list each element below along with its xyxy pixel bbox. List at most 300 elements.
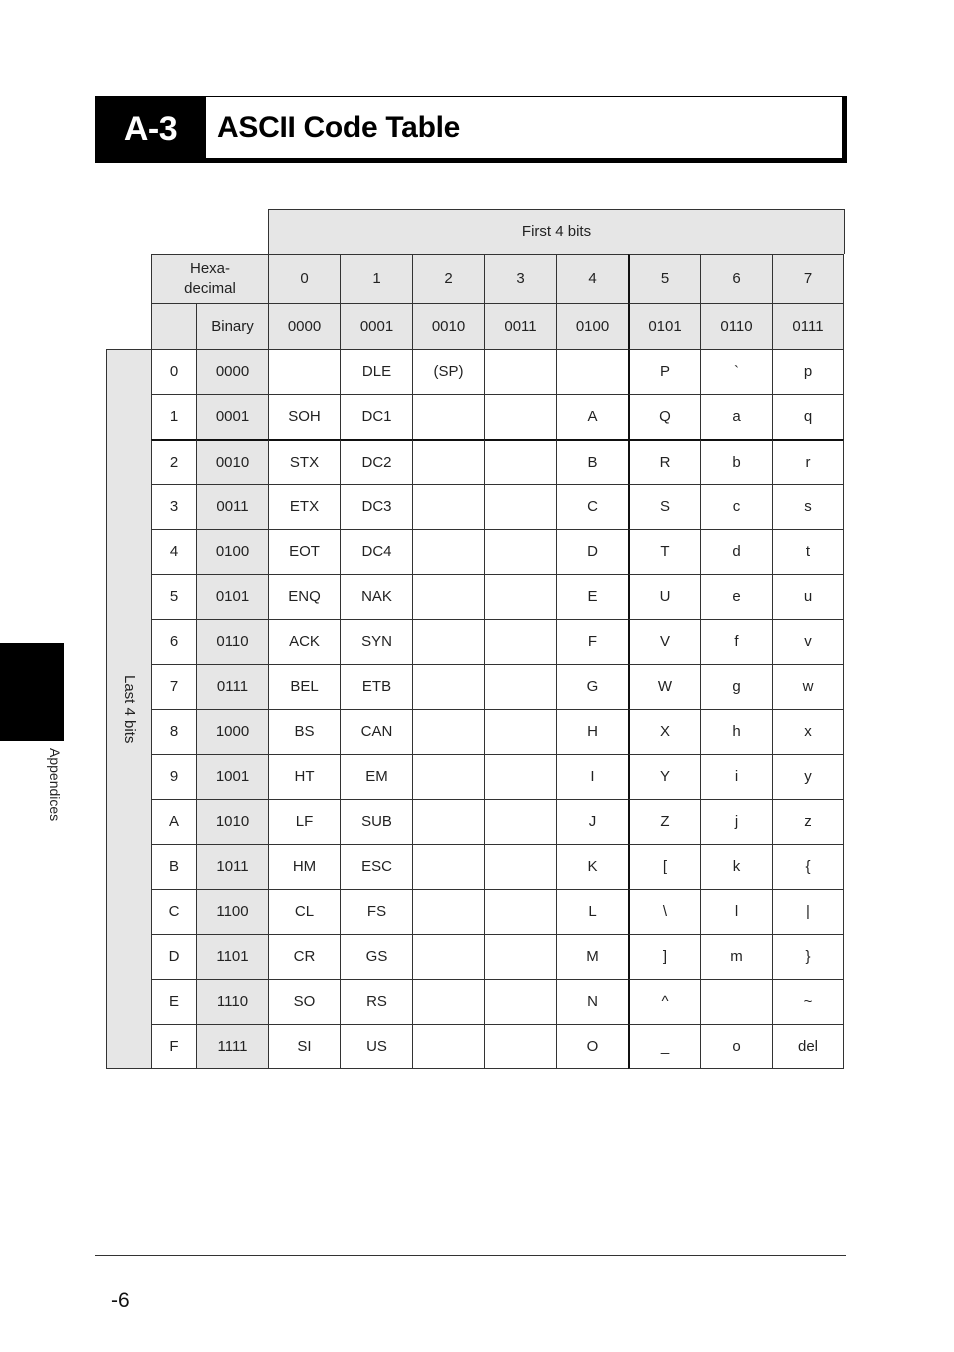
code-cell-text: DC2 [361, 453, 392, 471]
code-cell [412, 709, 484, 754]
col-hex-header [700, 254, 772, 303]
row-bin [196, 709, 268, 754]
code-cell [340, 394, 412, 439]
col-hex-header-text: 7 [803, 270, 813, 287]
code-cell-text: N [587, 993, 598, 1010]
code-cell-text: [ [662, 858, 668, 875]
header-corner-blank [151, 303, 196, 349]
row-hex-text: 9 [169, 768, 179, 785]
section-title-box [206, 96, 847, 163]
row-bin-text: 1101 [216, 948, 249, 965]
code-cell-text: a [732, 408, 741, 425]
code-cell-text: v [804, 633, 812, 650]
code-cell [556, 394, 628, 439]
side-tab-label: Appendices [47, 748, 63, 822]
row-hex-text: 8 [169, 723, 179, 740]
col-bin-header-text: 0111 [792, 317, 824, 335]
code-cell-text: Z [660, 813, 670, 830]
code-cell [340, 1024, 412, 1069]
code-cell-text: J [588, 813, 597, 830]
code-cell [484, 709, 556, 754]
code-cell [412, 889, 484, 934]
code-cell [772, 1024, 844, 1069]
code-cell [412, 979, 484, 1024]
col-hex-header-text: 2 [444, 270, 453, 287]
code-cell-text: u [803, 588, 813, 605]
row-hex-text: 1 [169, 408, 179, 425]
col-bin-header [340, 303, 412, 349]
code-cell [484, 574, 556, 619]
code-cell [412, 349, 484, 394]
code-cell [484, 754, 556, 799]
row-hex [151, 619, 196, 664]
row-bin-text: 1011 [216, 858, 249, 875]
code-cell [412, 484, 484, 529]
code-cell-text: L [588, 903, 597, 920]
row-hex [151, 574, 196, 619]
row-hex [151, 844, 196, 889]
row-hex-text: 7 [169, 678, 179, 695]
col-hex-header-text: 5 [660, 270, 670, 287]
section-header [95, 96, 847, 163]
code-cell [412, 1024, 484, 1069]
row-bin [196, 799, 268, 844]
code-cell-text: H [587, 723, 598, 740]
row-hex-text: D [168, 948, 180, 965]
code-cell-text: j [734, 813, 739, 830]
section-number: A-3 [95, 96, 206, 163]
last-bits-header [106, 349, 151, 1069]
code-cell [556, 349, 628, 394]
row-hex [151, 439, 196, 484]
code-cell [340, 799, 412, 844]
code-cell [412, 574, 484, 619]
code-cell [268, 619, 340, 664]
row-hex-text: F [169, 1037, 179, 1055]
code-cell-text: I [590, 768, 595, 785]
code-cell-text: h [732, 723, 741, 740]
section-title: ASCII Code Table [217, 111, 461, 144]
row-bin-text: 0110 [216, 633, 249, 650]
row-bin-text: 1000 [215, 723, 250, 740]
code-cell [772, 664, 844, 709]
row-hex [151, 664, 196, 709]
code-cell [772, 934, 844, 979]
col-bin-header [412, 303, 484, 349]
code-cell-text: z [804, 813, 812, 830]
code-cell-text: HM [292, 858, 317, 875]
row-bin [196, 619, 268, 664]
code-cell [556, 889, 628, 934]
code-cell [412, 934, 484, 979]
code-cell-text: SOH [288, 408, 321, 425]
row-hex-text: 5 [169, 588, 179, 605]
code-cell-text: DC4 [361, 543, 392, 560]
col-hex-header [628, 254, 700, 303]
code-cell-text: C [587, 498, 598, 515]
row-hex-text: 2 [169, 453, 179, 471]
code-cell-text: FS [366, 903, 387, 920]
row-bin [196, 844, 268, 889]
code-cell-text: BEL [290, 678, 319, 695]
code-cell-text: NAK [361, 588, 392, 605]
row-bin [196, 754, 268, 799]
code-cell-text: ~ [803, 993, 813, 1010]
code-cell [700, 979, 772, 1024]
row-hex [151, 484, 196, 529]
code-cell [772, 349, 844, 394]
row-hex [151, 529, 196, 574]
code-cell [700, 664, 772, 709]
row-hex-text: C [168, 903, 180, 920]
code-cell [340, 439, 412, 484]
code-cell [484, 349, 556, 394]
row-bin [196, 889, 268, 934]
code-cell [772, 484, 844, 529]
code-cell [772, 529, 844, 574]
code-cell [268, 979, 340, 1024]
code-cell [268, 439, 340, 484]
code-cell [628, 754, 700, 799]
code-cell [700, 1024, 772, 1069]
code-cell-text: \ [662, 903, 668, 920]
code-cell-text: X [659, 723, 670, 740]
col-bin-header [268, 303, 340, 349]
code-cell-text: ACK [289, 633, 320, 650]
code-cell [412, 664, 484, 709]
code-cell [484, 1024, 556, 1069]
code-cell [700, 574, 772, 619]
code-cell-text: k [732, 858, 741, 875]
row-bin [196, 574, 268, 619]
code-cell-text: { [805, 858, 811, 875]
code-cell [484, 484, 556, 529]
code-cell [484, 844, 556, 889]
code-cell-text: D [587, 543, 598, 560]
code-cell [556, 664, 628, 709]
code-cell-text: d [732, 543, 741, 560]
col-bin-header-text: 0100 [575, 317, 610, 335]
code-cell-text: b [732, 453, 741, 471]
col-bin-header-text: 0110 [720, 317, 753, 335]
code-cell [700, 349, 772, 394]
code-cell-text: CAN [360, 723, 393, 740]
code-cell-text: S [659, 498, 670, 515]
row-bin-text: 1110 [216, 993, 249, 1010]
code-cell [412, 844, 484, 889]
code-cell-text: CL [294, 903, 315, 920]
code-cell [412, 394, 484, 439]
code-cell-text: STX [289, 453, 320, 471]
code-cell [268, 484, 340, 529]
code-cell [772, 619, 844, 664]
code-cell-text: SYN [361, 633, 392, 650]
first-bits-header [268, 209, 845, 254]
page-number: -6 [111, 1289, 130, 1312]
code-cell [628, 529, 700, 574]
code-cell [340, 484, 412, 529]
row-bin [196, 394, 268, 439]
code-cell-text: t [805, 543, 811, 560]
code-cell-text: K [587, 858, 598, 875]
code-cell [772, 979, 844, 1024]
code-cell-text: US [366, 1037, 387, 1055]
col-hex-header [772, 254, 844, 303]
code-cell-text: m [730, 948, 743, 965]
code-cell [412, 619, 484, 664]
code-cell-text: x [804, 723, 812, 740]
hex-header-text: Hexa- decimal [184, 260, 236, 297]
code-cell-text: o [732, 1037, 741, 1055]
col-bin-header-text: 0001 [359, 317, 394, 335]
row-hex-text: 6 [169, 633, 179, 650]
code-cell [556, 934, 628, 979]
code-cell [484, 394, 556, 439]
row-bin-text: 1010 [215, 813, 250, 830]
code-cell [412, 754, 484, 799]
code-cell-text: Q [659, 408, 671, 425]
code-cell-text: } [805, 948, 811, 965]
code-cell [484, 979, 556, 1024]
row-hex [151, 754, 196, 799]
first-bits-header-text: First 4 bits [521, 223, 592, 240]
footer-rule [95, 1255, 846, 1256]
code-cell-text: w [802, 678, 814, 695]
code-cell [412, 799, 484, 844]
code-cell [628, 664, 700, 709]
code-cell [700, 844, 772, 889]
code-cell [628, 439, 700, 484]
code-cell [340, 979, 412, 1024]
code-cell-text: ^ [661, 993, 669, 1010]
code-cell [556, 979, 628, 1024]
code-cell-text: E [587, 588, 598, 605]
col-hex-header-text: 1 [372, 270, 381, 287]
code-cell-text: r [805, 453, 811, 471]
col-hex-header [412, 254, 484, 303]
row-hex-text: 3 [169, 498, 179, 515]
code-cell-text: ` [734, 363, 739, 380]
code-cell [772, 889, 844, 934]
code-cell-text: GS [365, 948, 388, 965]
col-bin-header [700, 303, 772, 349]
code-cell-text: DLE [361, 363, 392, 380]
code-cell-text: Y [659, 768, 670, 785]
row-hex-text: 0 [169, 363, 179, 380]
row-bin-text: 0100 [215, 543, 250, 560]
code-cell-text: G [586, 678, 599, 695]
code-cell [772, 394, 844, 439]
code-cell [268, 394, 340, 439]
code-cell-text: q [803, 408, 813, 425]
code-cell-text: ESC [361, 858, 392, 875]
code-cell-text: y [804, 768, 812, 785]
row-bin [196, 934, 268, 979]
code-cell [700, 394, 772, 439]
row-bin [196, 439, 268, 484]
row-hex [151, 979, 196, 1024]
code-cell-text: g [732, 678, 741, 695]
code-cell [484, 889, 556, 934]
col-bin-header [556, 303, 628, 349]
code-cell [700, 889, 772, 934]
code-cell-text: T [660, 543, 670, 560]
row-bin [196, 529, 268, 574]
code-cell-text: RS [366, 993, 387, 1010]
col-bin-header-text: 0010 [431, 317, 466, 335]
code-cell [772, 574, 844, 619]
code-cell [340, 664, 412, 709]
row-bin-text: 1111 [217, 1037, 248, 1055]
code-cell [484, 799, 556, 844]
code-cell [484, 934, 556, 979]
code-cell-text: f [734, 633, 739, 650]
code-cell [772, 799, 844, 844]
code-cell-text: EM [365, 768, 388, 785]
code-cell [772, 439, 844, 484]
col-bin-header-text: 0000 [287, 317, 322, 335]
row-bin-text: 1001 [215, 768, 250, 785]
code-cell [556, 574, 628, 619]
code-cell [268, 889, 340, 934]
code-cell-text: B [587, 453, 598, 471]
code-cell [484, 619, 556, 664]
code-cell [700, 799, 772, 844]
code-cell [700, 754, 772, 799]
code-cell-text: c [732, 498, 741, 515]
code-cell-text: ETX [289, 498, 320, 515]
code-cell [340, 529, 412, 574]
code-cell [700, 529, 772, 574]
code-cell-text: P [659, 363, 670, 380]
col-bin-header-text: 0011 [504, 317, 537, 335]
code-cell [628, 934, 700, 979]
code-cell [556, 529, 628, 574]
code-cell-text: A [587, 408, 598, 425]
code-cell [772, 844, 844, 889]
code-cell [628, 1024, 700, 1069]
code-cell-text: (SP) [433, 363, 464, 380]
code-cell-text: EOT [289, 543, 320, 560]
code-cell [268, 1024, 340, 1069]
code-cell [340, 844, 412, 889]
row-hex [151, 1024, 196, 1069]
code-cell [340, 889, 412, 934]
col-bin-header [484, 303, 556, 349]
row-hex-text: E [168, 993, 179, 1010]
code-cell-text: | [806, 903, 810, 920]
row-bin [196, 484, 268, 529]
col-hex-header [556, 254, 628, 303]
code-cell-text: ETB [361, 678, 392, 695]
chapter-side-tab [0, 643, 64, 741]
code-cell [556, 619, 628, 664]
code-cell [340, 709, 412, 754]
code-cell-text: p [803, 363, 813, 380]
hex-header [151, 254, 268, 303]
code-cell [268, 934, 340, 979]
code-cell [268, 844, 340, 889]
row-bin-text: 0001 [215, 408, 250, 425]
col-hex-header-text: 3 [516, 270, 525, 287]
row-hex [151, 889, 196, 934]
code-cell [268, 349, 340, 394]
row-bin [196, 349, 268, 394]
code-cell-text: ] [662, 948, 668, 965]
code-cell [628, 349, 700, 394]
code-cell-text: DC1 [361, 408, 392, 425]
row-hex-text: 4 [169, 543, 179, 560]
col-hex-header-text: 4 [588, 270, 597, 287]
code-cell-text: V [659, 633, 670, 650]
code-cell-text: O [586, 1037, 599, 1055]
code-cell [628, 574, 700, 619]
code-cell [628, 844, 700, 889]
code-cell-text: R [659, 453, 671, 471]
code-cell [268, 574, 340, 619]
col-bin-header [772, 303, 844, 349]
code-cell [700, 709, 772, 754]
row-hex-text: A [168, 813, 179, 830]
code-cell [628, 979, 700, 1024]
binary-header-text: Binary [211, 317, 254, 335]
code-cell [700, 484, 772, 529]
code-cell [628, 394, 700, 439]
row-hex [151, 349, 196, 394]
code-cell-text: e [732, 588, 741, 605]
code-cell [556, 709, 628, 754]
code-cell [268, 754, 340, 799]
code-cell-text: _ [660, 1037, 670, 1055]
code-cell-text: SI [297, 1037, 312, 1055]
code-cell [340, 349, 412, 394]
code-cell [556, 439, 628, 484]
code-cell-text: s [804, 498, 812, 515]
code-cell [340, 934, 412, 979]
code-cell [484, 439, 556, 484]
code-cell [556, 754, 628, 799]
code-cell [628, 619, 700, 664]
code-cell [628, 799, 700, 844]
code-cell [772, 709, 844, 754]
row-hex [151, 709, 196, 754]
code-cell-text: M [586, 948, 599, 965]
code-cell [700, 619, 772, 664]
code-cell-text: l [734, 903, 739, 920]
code-cell [412, 529, 484, 574]
code-cell [340, 754, 412, 799]
row-bin [196, 664, 268, 709]
code-cell-text: SO [293, 993, 316, 1010]
code-cell [484, 529, 556, 574]
code-cell [268, 799, 340, 844]
row-bin-text: 0000 [215, 363, 250, 380]
code-cell-text: HT [294, 768, 315, 785]
code-cell-text: SUB [361, 813, 392, 830]
code-cell-text: del [797, 1037, 819, 1055]
code-cell-text: CR [293, 948, 316, 965]
code-cell [556, 799, 628, 844]
code-cell-text: U [659, 588, 671, 605]
code-cell [628, 484, 700, 529]
code-cell-text: W [657, 678, 673, 695]
col-hex-header [340, 254, 412, 303]
code-cell-text: BS [294, 723, 315, 740]
code-cell [628, 709, 700, 754]
code-cell [268, 529, 340, 574]
code-cell-text: DC3 [361, 498, 392, 515]
code-cell [556, 1024, 628, 1069]
